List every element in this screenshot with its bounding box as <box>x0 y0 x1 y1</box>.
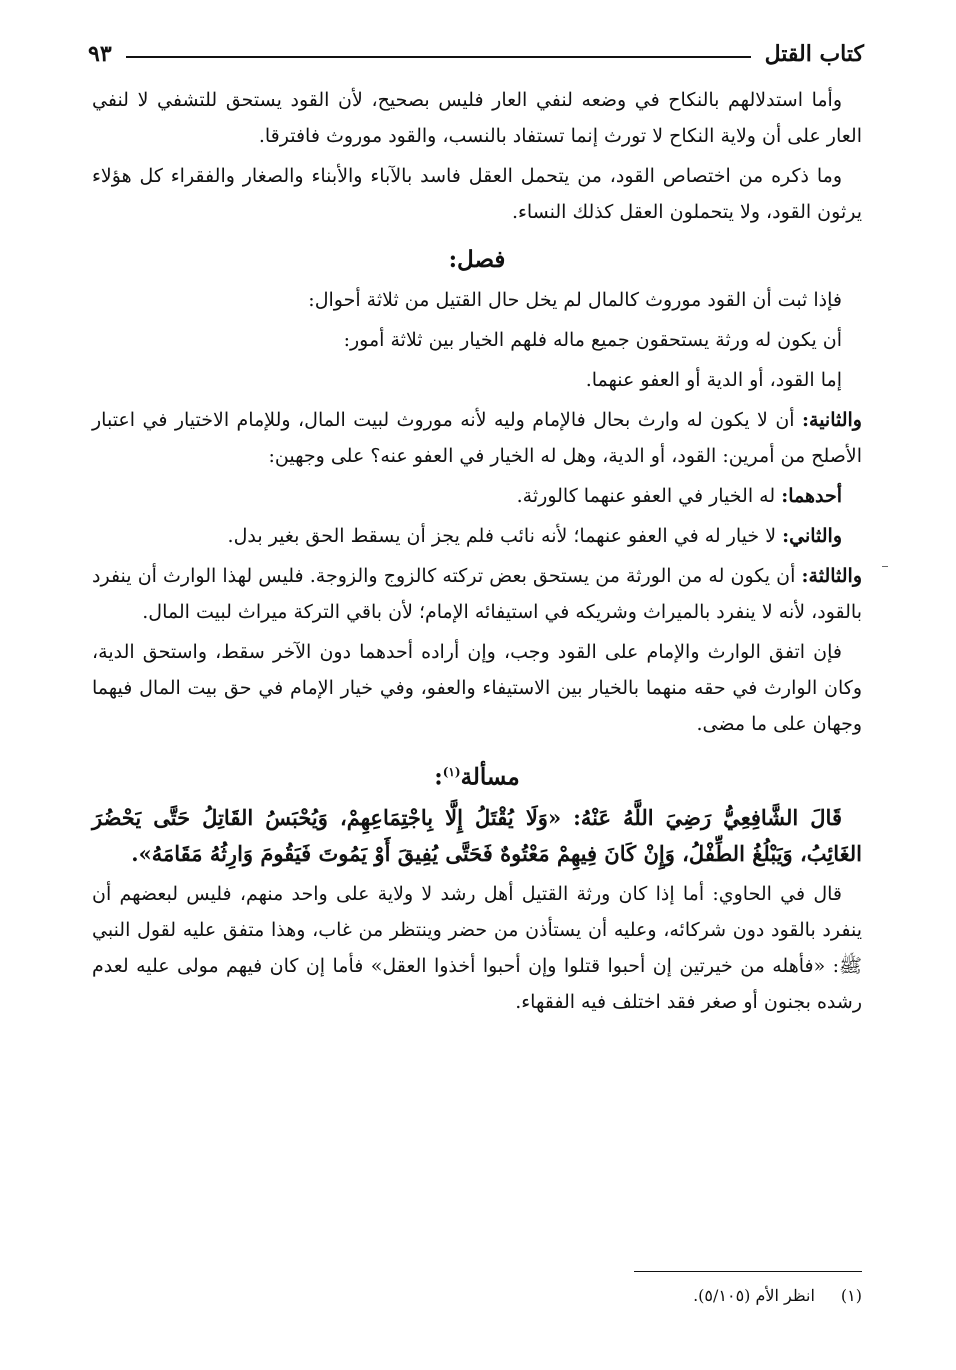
running-title: كتاب القتل <box>764 41 864 67</box>
page-header <box>88 34 864 74</box>
paragraph: أن يكون له ورثة يستحقون جميع ماله فلهم الخيار بين ثلاثة أمور: <box>343 329 842 351</box>
footnote-text: انظر الأم (٥/١٠٥). <box>693 1286 815 1305</box>
paragraph-text: أن يكون له من الورثة من يستحق بعض تركته كالزوج والزوجة. فليس لهذا الوارث أن ينفرد بالقود، لأنه لا ينفرد بالميراث وشريكه في استيفائه الإمام؛ لأن باقي التركة ميراث لبيت المال. <box>92 565 862 623</box>
paragraph-second-view <box>92 518 862 554</box>
paragraph: وأما استدلالهم بالنكاح في وضعه لنفي العار فليس بصحيح، لأن القود يستحق للتشفي لا لنفي العار على أن ولاية النكاح لا تورث إنما تستفاد بالنسب، والقود موروث فافترقا. <box>92 89 862 147</box>
paragraph: إما القود، أو الدية أو العفو عنهما. <box>585 369 842 391</box>
paragraph-third-case <box>92 558 862 630</box>
paragraph: فإن اتفق الوارث والإمام على القود وجب، وإن أراده أحدهما دون الآخر سقط، واستحق الدية، وكان الوارث في حقه منهما بالخيار بين الاستيفاء والعفو، وفي خيار الإمام في حق بيت المال فيهما وجهان على ما مضى. <box>92 641 862 735</box>
heading-colon: : <box>434 763 443 791</box>
margin-mark <box>882 566 888 567</box>
paragraph-text: له الخيار في العفو عنهما كالورثة. <box>516 485 776 507</box>
paragraph-first-view <box>92 478 862 514</box>
lead-term: أحدهما: <box>781 485 842 507</box>
paragraph-text: لا خيار له في العفو عنهما؛ لأنه نائب فلم يجز أن يسقط الحق بغير بدل. <box>227 525 777 547</box>
paragraph: قال في الحاوي: أما إذا كان ورثة القتيل أهل رشد لا ولاية على واحد منهم، فليس لبعضهم أن ينفرد بالقود دون شركائه، وعليه أن يستأذن من حضر وينتظر من غاب، وهذا متفق عليه لقول النبي ﷺ: «فأهله من خيرتين إن أحبوا قتلوا وإن أحبوا أخذوا العقل» فأما إن كان فيهم مولى عليه لعدم رشده بجنون أو صغر فقد اختلف فيه الفقهاء. <box>92 882 862 1013</box>
page-number: ٩٣ <box>88 41 112 67</box>
lead-term: والثالثة: <box>801 565 863 587</box>
footnote-rule <box>634 1271 862 1272</box>
lead-term: والثاني: <box>782 525 842 547</box>
paragraph-text: أن لا يكون له وارث بحال فالإمام وليه لأنه موروث لبيت المال، وللإمام الاختيار في اعتبار الأصلح من أمرين: القود، أو الدية، وهل له الخيار في العفو عنه؟ على وجهين: <box>92 409 862 467</box>
masala-heading <box>92 754 862 796</box>
paragraph: وما ذكره من اختصاص القود، من يتحمل العقل فاسد بالآباء والأبناء والصغار والفقراء كل هؤلاء يرثون القود، ولا يتحملون العقل كذلك النساء. <box>92 165 862 223</box>
paragraph: فإذا ثبت أن القود موروث كالمال لم يخل حال القتيل من ثلاثة أحوال: <box>308 289 842 311</box>
paragraph-second-case <box>92 402 862 474</box>
page-body <box>92 82 862 1024</box>
footnote-ref: (١) <box>442 765 461 779</box>
shafii-quote: قَالَ الشَّافِعِيُّ رَضِيَ اللَّهُ عَنْهُ: «وَلَا يُقْتَلُ إِلَّا بِاجْتِمَاعِهِمْ، وَيُحْبَسُ القَاتِلُ حَتَّى يَحْضُرَ الغَائِبُ، وَيَبْلُغُ الطِّفْلُ، وَإِنْ كَانَ فِيهِمْ مَعْتُوهٌ فَحَتَّى يُفِيقَ أَوْ يَمُوتَ فَيَقُومَ وَارِثُهُ مَقَامَهُ». <box>92 804 862 866</box>
section-heading: فصل: <box>448 246 506 273</box>
footnote <box>693 1286 862 1305</box>
footnote-number: (١) <box>840 1286 862 1305</box>
heading-text: مسألة <box>460 763 520 791</box>
lead-term: والثانية: <box>802 409 862 431</box>
header-rule <box>126 56 751 58</box>
